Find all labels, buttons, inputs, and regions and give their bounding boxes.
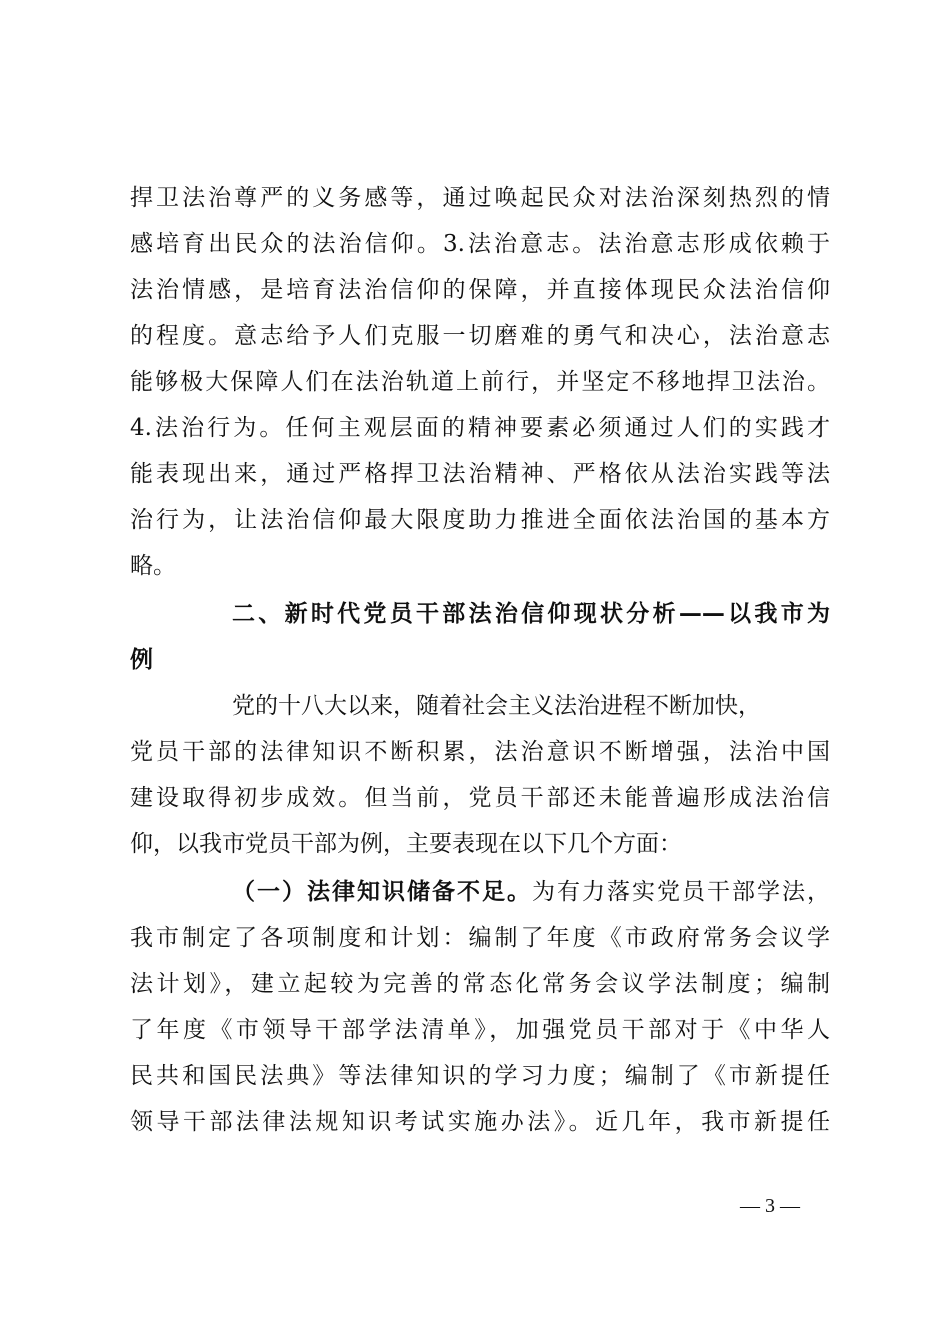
body-line: 领导干部法律法规知识考试实施办法》。近几年，我市新提任 (130, 1109, 830, 1135)
body-line: 了年度《市领导干部学法清单》，加强党员干部对于《中华人 (130, 1017, 830, 1043)
paragraph-first-line: 党的十八大以来，随着社会主义法治进程不断加快， (232, 693, 761, 719)
body-line: 党员干部的法律知识不断积累，法治意识不断增强，法治中国 (130, 739, 830, 765)
subsection-text: 为有力落实党员干部学法， (532, 879, 830, 905)
section-heading-continued: 例 (130, 647, 153, 673)
body-line: 感培育出民众的法治信仰。3.法治意志。法治意志形成依赖于 (130, 231, 830, 257)
body-line: 能表现出来，通过严格捍卫法治精神、严格依从法治实践等法 (130, 461, 830, 487)
subsection-heading: （一）法律知识储备不足。 (232, 879, 532, 905)
body-line: 法治情感，是培育法治信仰的保障，并直接体现民众法治信仰 (130, 277, 830, 303)
body-line: 4.法治行为。任何主观层面的精神要素必须通过人们的实践才 (130, 415, 830, 441)
body-line: 的程度。意志给予人们克服一切磨难的勇气和决心，法治意志 (130, 323, 830, 349)
subsection-first-line (232, 876, 830, 916)
body-line: 能够极大保障人们在法治轨道上前行，并坚定不移地捍卫法治。 (130, 369, 830, 395)
body-line: 仰，以我市党员干部为例，主要表现在以下几个方面： (130, 831, 682, 857)
body-line: 略。 (130, 553, 176, 579)
body-line: 法计划》，建立起较为完善的常态化常务会议学法制度；编制 (130, 971, 830, 997)
body-line: 我市制定了各项制度和计划：编制了年度《市政府常务会议学 (130, 925, 830, 951)
section-heading: 二、新时代党员干部法治信仰现状分析——以我市为 (232, 601, 830, 627)
body-line: 建设取得初步成效。但当前，党员干部还未能普遍形成法治信 (130, 785, 830, 811)
body-line: 民共和国民法典》等法律知识的学习力度；编制了《市新提任 (130, 1063, 830, 1089)
page-number: — 3 — (740, 1195, 800, 1217)
body-line: 捍卫法治尊严的义务感等，通过唤起民众对法治深刻热烈的情 (130, 185, 830, 211)
body-line: 治行为，让法治信仰最大限度助力推进全面依法治国的基本方 (130, 507, 830, 533)
